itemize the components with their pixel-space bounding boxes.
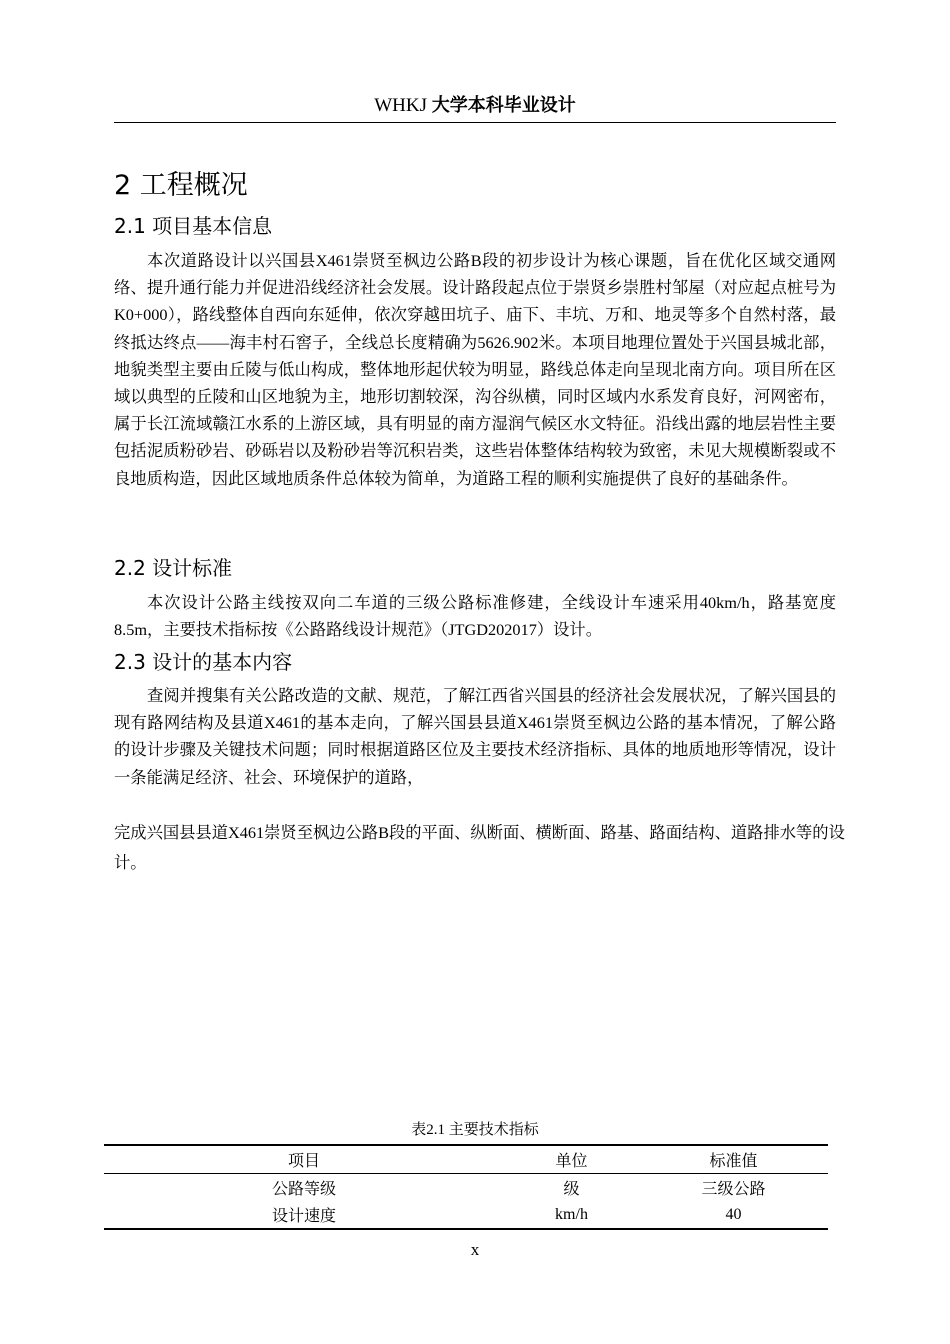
section-title-2-2: 2.2 设计标准 (114, 556, 233, 580)
table-header-row (104, 1145, 828, 1174)
chapter-title: 2 工程概况 (114, 170, 248, 201)
table-cell: 级 (563, 1181, 580, 1198)
header-prefix: WHKJ (374, 95, 428, 116)
section-body-2-1: 本次道路设计以兴国县X461崇贤至枫边公路B段的初步设计为核心课题，旨在优化区域交通网络、提升通行能力并促进沿线经济社会发展。设计路段起点位于崇贤乡崇胜村邹屋（对应起点桩号为K0+000），路线整体自西向东延伸，依次穿越田坑子、庙下、丰坑、万和、地灵等多个自然村落，最终抵达终点——海丰村石窖子，全线总长度精确为5626.902米。本项目地理位置处于兴国县城北部，地貌类型主要由丘陵与低山构成，整体地形起伏较为明显，路线总体走向呈现北南方向。项目所在区域以典型的丘陵和山区地貌为主，地形切割较深，沟谷纵横，同时区域内水系发育良好，河网密布，属于长江流域赣江水系的上游区域，具有明显的南方湿润气候区水文特征。沿线出露的地层岩性主要包括泥质粉砂岩、砂砾岩以及粉砂岩等沉积岩类，这些岩体整体结构较为致密，未见大规模断裂或不良地质构造，因此区域地质条件总体较为简单，为道路工程的顺利实施提供了良好的基础条件。 (114, 251, 836, 488)
table-caption: 表2.1 主要技术指标 (411, 1122, 539, 1138)
column-header-unit: 单位 (504, 1145, 639, 1174)
table-row (104, 1174, 828, 1202)
section-title-2-1: 2.1 项目基本信息 (114, 214, 273, 238)
tech-indicators-table (104, 1144, 828, 1230)
table-cell: 设计速度 (104, 1201, 504, 1229)
section-body-2-3-continued: 完成兴国县县道X461崇贤至枫边公路B段的平面、纵断面、横断面、路基、路面结构、道路排水等的设计。 (114, 823, 845, 872)
table-cell: 公路等级 (271, 1181, 336, 1198)
column-header-item: 项目 (104, 1145, 504, 1174)
table-cell: 三级公路 (701, 1181, 766, 1198)
page-header (114, 92, 836, 123)
table-cell: km/h (504, 1201, 639, 1229)
column-header-standard-value: 标准值 (639, 1145, 828, 1174)
section-body-2-3: 查阅并搜集有关公路改造的文献、规范，了解江西省兴国县的经济社会发展状况，了解兴国县的现有路网结构及县道X461的基本走向，了解兴国县县道X461崇贤至枫边公路的基本情况，了解公路的设计步骤及关键技术问题；同时根据道路区位及主要技术经济指标、具体的地质地形等情况，设计一条能满足经济、社会、环境保护的道路， (114, 686, 836, 787)
table-row (104, 1201, 828, 1229)
section-title-2-3: 2.3 设计的基本内容 (114, 650, 293, 674)
table-cell: 40 (639, 1201, 828, 1229)
page-number: x (470, 1240, 480, 1259)
header-title: 大学本科毕业设计 (431, 95, 576, 116)
section-body-2-2: 本次设计公路主线按双向二车道的三级公路标准修建，全线设计车速采用40km/h，路基宽度8.5m，主要技术指标按《公路路线设计规范》（JTGD202017）设计。 (114, 593, 836, 640)
